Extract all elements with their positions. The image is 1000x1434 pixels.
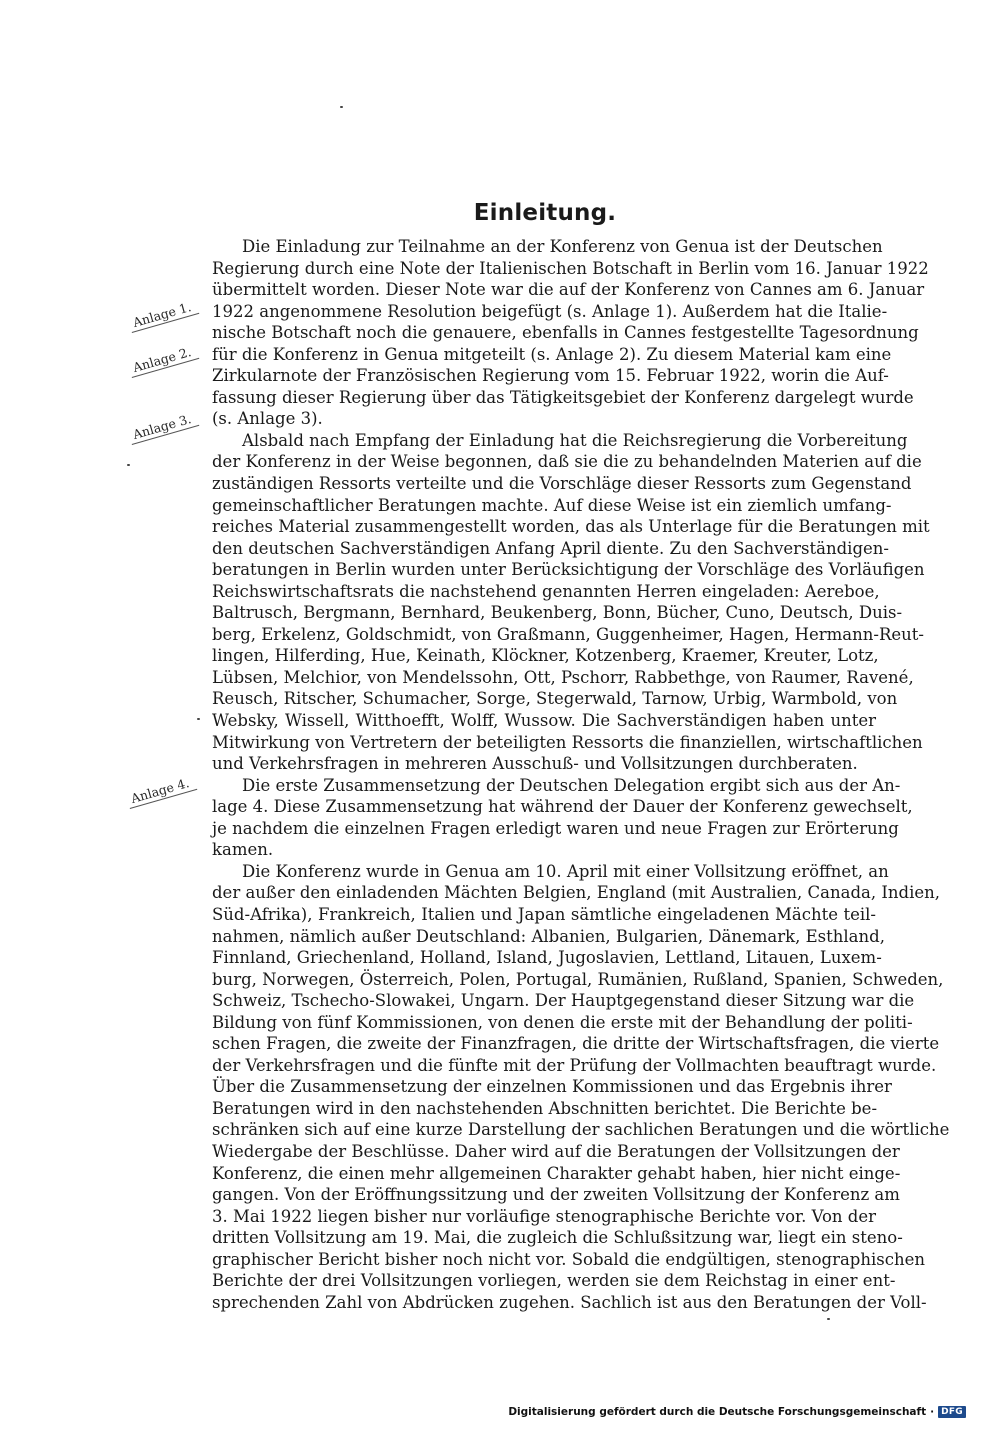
text-line: schränken sich auf eine kurze Darstellung der sachlichen Beratungen und die wörtliche xyxy=(212,1120,950,1140)
margin-note-anlage-4: Anlage 4. xyxy=(125,773,197,809)
scan-speck xyxy=(340,106,343,108)
text-line: 3. Mai 1922 liegen bisher nur vorläufige stenographische Berichte vor. Von der xyxy=(212,1206,876,1226)
text-line: Lübsen, Melchior, von Mendelssohn, Ott, Pschorr, Rabbethge, von Raumer, Ravené, xyxy=(212,667,914,687)
text-line: dritten Vollsitzung am 19. Mai, die zugleich die Schlußsitzung war, liegt ein steno- xyxy=(212,1228,903,1248)
text-line: übermittelt worden. Dieser Note war die auf der Konferenz von Cannes am 6. Januar xyxy=(212,280,925,300)
page-title: Einleitung. xyxy=(473,200,617,226)
text-line: Über die Zusammensetzung der einzelnen Kommissionen und das Ergebnis ihrer xyxy=(212,1077,892,1097)
text-line: beratungen in Berlin wurden unter Berücksichtigung der Vorschläge des Vorläufigen xyxy=(212,560,925,580)
footer-credit xyxy=(508,1406,966,1418)
text-line: schen Fragen, die zweite der Finanzfragen, die dritte der Wirtschaftsfragen, die vierte xyxy=(212,1034,940,1054)
text-line: Die Konferenz wurde in Genua am 10. April mit einer Vollsitzung eröffnet, an xyxy=(242,861,889,881)
text-line: der außer den einladenden Mächten Belgien, England (mit Australien, Canada, Indien, xyxy=(212,883,940,903)
body-text xyxy=(212,236,950,1313)
text-line: je nachdem die einzelnen Fragen erledigt waren und neue Fragen zur Erörterung xyxy=(212,818,899,838)
text-line: Reichswirtschaftsrats die nachstehend genannten Herren eingeladen: Aereboe, xyxy=(212,581,880,601)
dfg-logo-icon: DFG xyxy=(938,1406,966,1418)
margin-note-anlage-3: Anlage 3. xyxy=(127,409,199,445)
text-line: Finnland, Griechenland, Holland, Island, Jugoslavien, Lettland, Litauen, Luxem- xyxy=(212,948,882,968)
text-line: Zirkularnote der Französischen Regierung vom 15. Februar 1922, worin die Auf- xyxy=(212,366,889,386)
text-line: nahmen, nämlich außer Deutschland: Albanien, Bulgarien, Dänemark, Esthland, xyxy=(212,926,885,946)
text-line: Wiedergabe der Beschlüsse. Daher wird auf die Beratungen der Vollsitzungen der xyxy=(212,1141,900,1161)
margin-note-anlage-2: Anlage 2. xyxy=(127,342,199,378)
text-line: gangen. Von der Eröffnungssitzung und der zweiten Vollsitzung der Konferenz am xyxy=(212,1185,900,1205)
scan-speck xyxy=(197,718,200,720)
text-line: den deutschen Sachverständigen Anfang April diente. Zu den Sachverständigen- xyxy=(212,538,889,558)
text-line: und Verkehrsfragen in mehreren Ausschuß- und Vollsitzungen durchberaten. xyxy=(212,754,858,774)
text-line: für die Konferenz in Genua mitgeteilt (s. Anlage 2). Zu diesem Material kam eine xyxy=(212,344,892,364)
text-line: Die erste Zusammensetzung der Deutschen Delegation ergibt sich aus der An- xyxy=(242,775,901,795)
text-line: Beratungen wird in den nachstehenden Abschnitten berichtet. Die Berichte be- xyxy=(212,1098,878,1118)
text-line: Regierung durch eine Note der Italienischen Botschaft in Berlin vom 16. Januar 1922 xyxy=(212,258,929,278)
text-line: Schweiz, Tschecho-Slowakei, Ungarn. Der Hauptgegenstand dieser Sitzung war die xyxy=(212,991,915,1011)
text-line: Mitwirkung von Vertretern der beteiligten Ressorts die finanziellen, wirtschaftlichen xyxy=(212,732,923,752)
text-line: Berichte der drei Vollsitzungen vorliegen, werden sie dem Reichstag in einer ent- xyxy=(212,1271,896,1291)
footer-text: Digitalisierung gefördert durch die Deutsche Forschungsgemeinschaft xyxy=(508,1406,927,1418)
text-line: sprechenden Zahl von Abdrücken zugehen. Sachlich ist aus den Beratungen der Voll- xyxy=(212,1292,927,1312)
scan-speck xyxy=(827,1318,830,1320)
text-line: der Verkehrsfragen und die fünfte mit der Prüfung der Vollmachten beauftragt wurde. xyxy=(212,1055,937,1075)
text-line: kamen. xyxy=(212,840,274,860)
text-line: Konferenz, die einen mehr allgemeinen Charakter gehabt haben, hier nicht einge- xyxy=(212,1163,901,1183)
text-line: berg, Erkelenz, Goldschmidt, von Graßmann, Guggenheimer, Hagen, Hermann-Reut- xyxy=(212,624,924,644)
text-line: 1922 angenommene Resolution beigefügt (s. Anlage 1). Außerdem hat die Italie- xyxy=(212,301,888,321)
text-line: Websky, Wissell, Witthoefft, Wolff, Wussow. Die Sachverständigen haben unter xyxy=(212,711,876,731)
text-line: nische Botschaft noch die genauere, ebenfalls in Cannes festgestellte Tagesordnung xyxy=(212,323,919,343)
text-line: Alsbald nach Empfang der Einladung hat die Reichsregierung die Vorbereitung xyxy=(242,430,908,450)
text-line: graphischer Bericht bisher noch nicht vor. Sobald die endgültigen, stenographischen xyxy=(212,1249,925,1269)
text-line: zuständigen Ressorts verteilte und die Vorschläge dieser Ressorts zum Gegenstand xyxy=(212,474,912,494)
scan-speck xyxy=(127,464,130,466)
margin-note-anlage-1: Anlage 1. xyxy=(127,297,199,333)
text-line: Baltrusch, Bergmann, Bernhard, Beukenberg, Bonn, Bücher, Cuno, Deutsch, Duis- xyxy=(212,603,903,623)
footer-separator: · xyxy=(930,1406,935,1418)
text-line: (s. Anlage 3). xyxy=(212,409,323,429)
text-line: Die Einladung zur Teilnahme an der Konferenz von Genua ist der Deutschen xyxy=(242,237,883,256)
text-line: gemeinschaftlicher Beratungen machte. Auf diese Weise ist ein ziemlich umfang- xyxy=(212,495,892,515)
text-line: lingen, Hilferding, Hue, Keinath, Klöckner, Kotzenberg, Kraemer, Kreuter, Lotz, xyxy=(212,646,879,666)
text-line: Bildung von fünf Kommissionen, von denen die erste mit der Behandlung der politi- xyxy=(212,1012,913,1032)
text-line: Süd-Afrika), Frankreich, Italien und Japan sämtliche eingeladenen Mächte teil- xyxy=(212,904,876,924)
text-line: lage 4. Diese Zusammensetzung hat während der Dauer der Konferenz gewechselt, xyxy=(212,797,913,817)
text-line: burg, Norwegen, Österreich, Polen, Portugal, Rumänien, Rußland, Spanien, Schweden, xyxy=(212,969,944,989)
text-line: der Konferenz in der Weise begonnen, daß sie die zu behandelnden Materien auf die xyxy=(212,452,922,472)
text-line: Reusch, Ritscher, Schumacher, Sorge, Stegerwald, Tarnow, Urbig, Warmbold, von xyxy=(212,689,898,709)
text-line: fassung dieser Regierung über das Tätigkeitsgebiet der Konferenz dargelegt wurde xyxy=(212,387,914,407)
text-line: reiches Material zusammengestellt worden, das als Unterlage für die Beratungen mit xyxy=(212,517,930,537)
